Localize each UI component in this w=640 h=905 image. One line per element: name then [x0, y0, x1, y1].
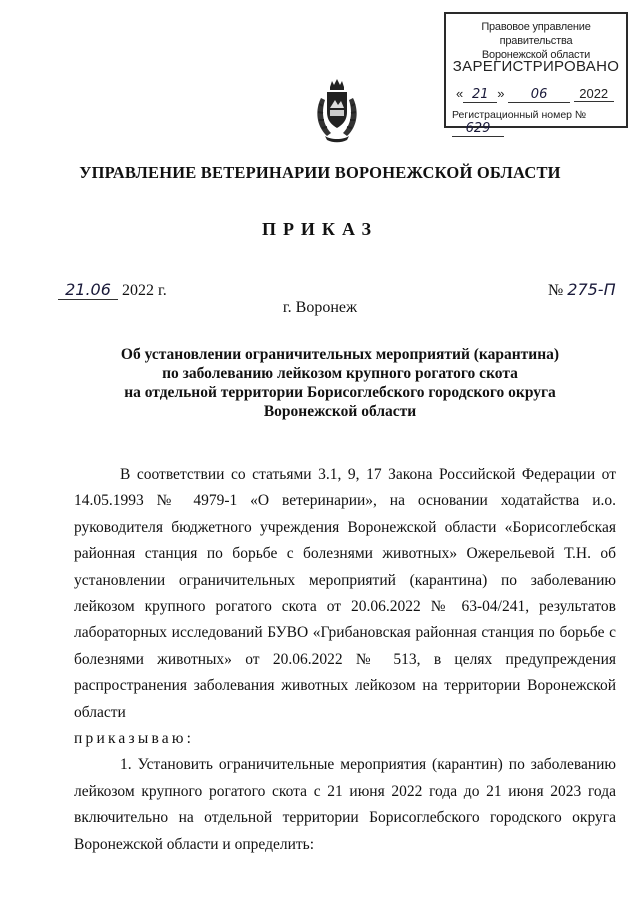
stamp-date-month: 06 — [508, 87, 570, 103]
stamp-org-line-2: Воронежской области — [481, 49, 591, 61]
body-paragraph-item-1: 1. Установить ограничительные мероприятия (карантин) по заболеванию лейкозом крупного рогатого скота с 21 июня 2022 года до 21 июня 2023 года включительно на отдельной территории Борисоглебского городского округа Воронежской области и определить: — [74, 756, 616, 853]
organization-title: УПРАВЛЕНИЕ ВЕТЕРИНАРИИ ВОРОНЕЖСКОЙ ОБЛАСТИ — [79, 163, 561, 182]
coat-of-arms-icon — [313, 78, 361, 144]
order-date-year: 2022 г. — [122, 282, 167, 299]
body-paragraph-preamble: В соответствии со статьями 3.1, 9, 17 Закона Российской Федерации от 14.05.1993 № 4979-1 «О ветеринарии», на основании ходатайства и.о. руководителя бюджетного учреждения Воронежской области «Борисоглебская районная станция по борьбе с болезнями животных» Ожерельевой Т.Н. об установлении ограничительных мероприятий (карантина) по заболеванию лейкозом крупного рогатого скота от 20.06.2022 № 63-04/241, результатов лабораторных исследований БУВО «Грибановская районная станция по борьбе с болезнями животных» от 20.06.2022 № 513, в целях предупреждения распространения заболевания животных лейкозом на территории Воронежской области — [74, 466, 616, 721]
subject-line-1: Об установлении ограничительных мероприятий (карантина) — [120, 346, 560, 363]
order-date-handwritten: 21.06 — [58, 280, 118, 300]
order-directive: приказываю: — [74, 730, 195, 748]
stamp-date: « 21 » 06 2022 — [456, 86, 620, 103]
stamp-date-day: 21 — [463, 87, 497, 103]
order-number — [548, 280, 616, 300]
stamp-org-line-1: Правовое управление правительства — [481, 21, 591, 47]
stamp-date-year: 2022 — [574, 86, 614, 102]
subject-line-4: Воронежской области — [263, 403, 417, 420]
order-number-handwritten: 275-П — [567, 280, 616, 299]
registration-stamp — [444, 12, 628, 136]
order-date — [58, 280, 167, 300]
order-number-prefix: № — [548, 282, 564, 299]
stamp-title: ЗАРЕГИСТРИРОВАНО — [452, 58, 620, 75]
city: г. Воронеж — [282, 299, 358, 316]
document-type: ПРИКАЗ — [261, 219, 379, 239]
stamp-reg-number: 629 — [452, 121, 504, 137]
stamp-registration — [452, 109, 622, 137]
order-body — [74, 462, 616, 858]
stamp-reg-label: Регистрационный номер № — [452, 109, 587, 121]
stamp-organization — [452, 20, 620, 62]
subject-line-3: на отдельной территории Борисоглебского городского округа — [124, 384, 556, 401]
order-subject — [90, 345, 590, 421]
subject-line-2: по заболеванию лейкозом крупного рогатого скота — [162, 365, 518, 382]
